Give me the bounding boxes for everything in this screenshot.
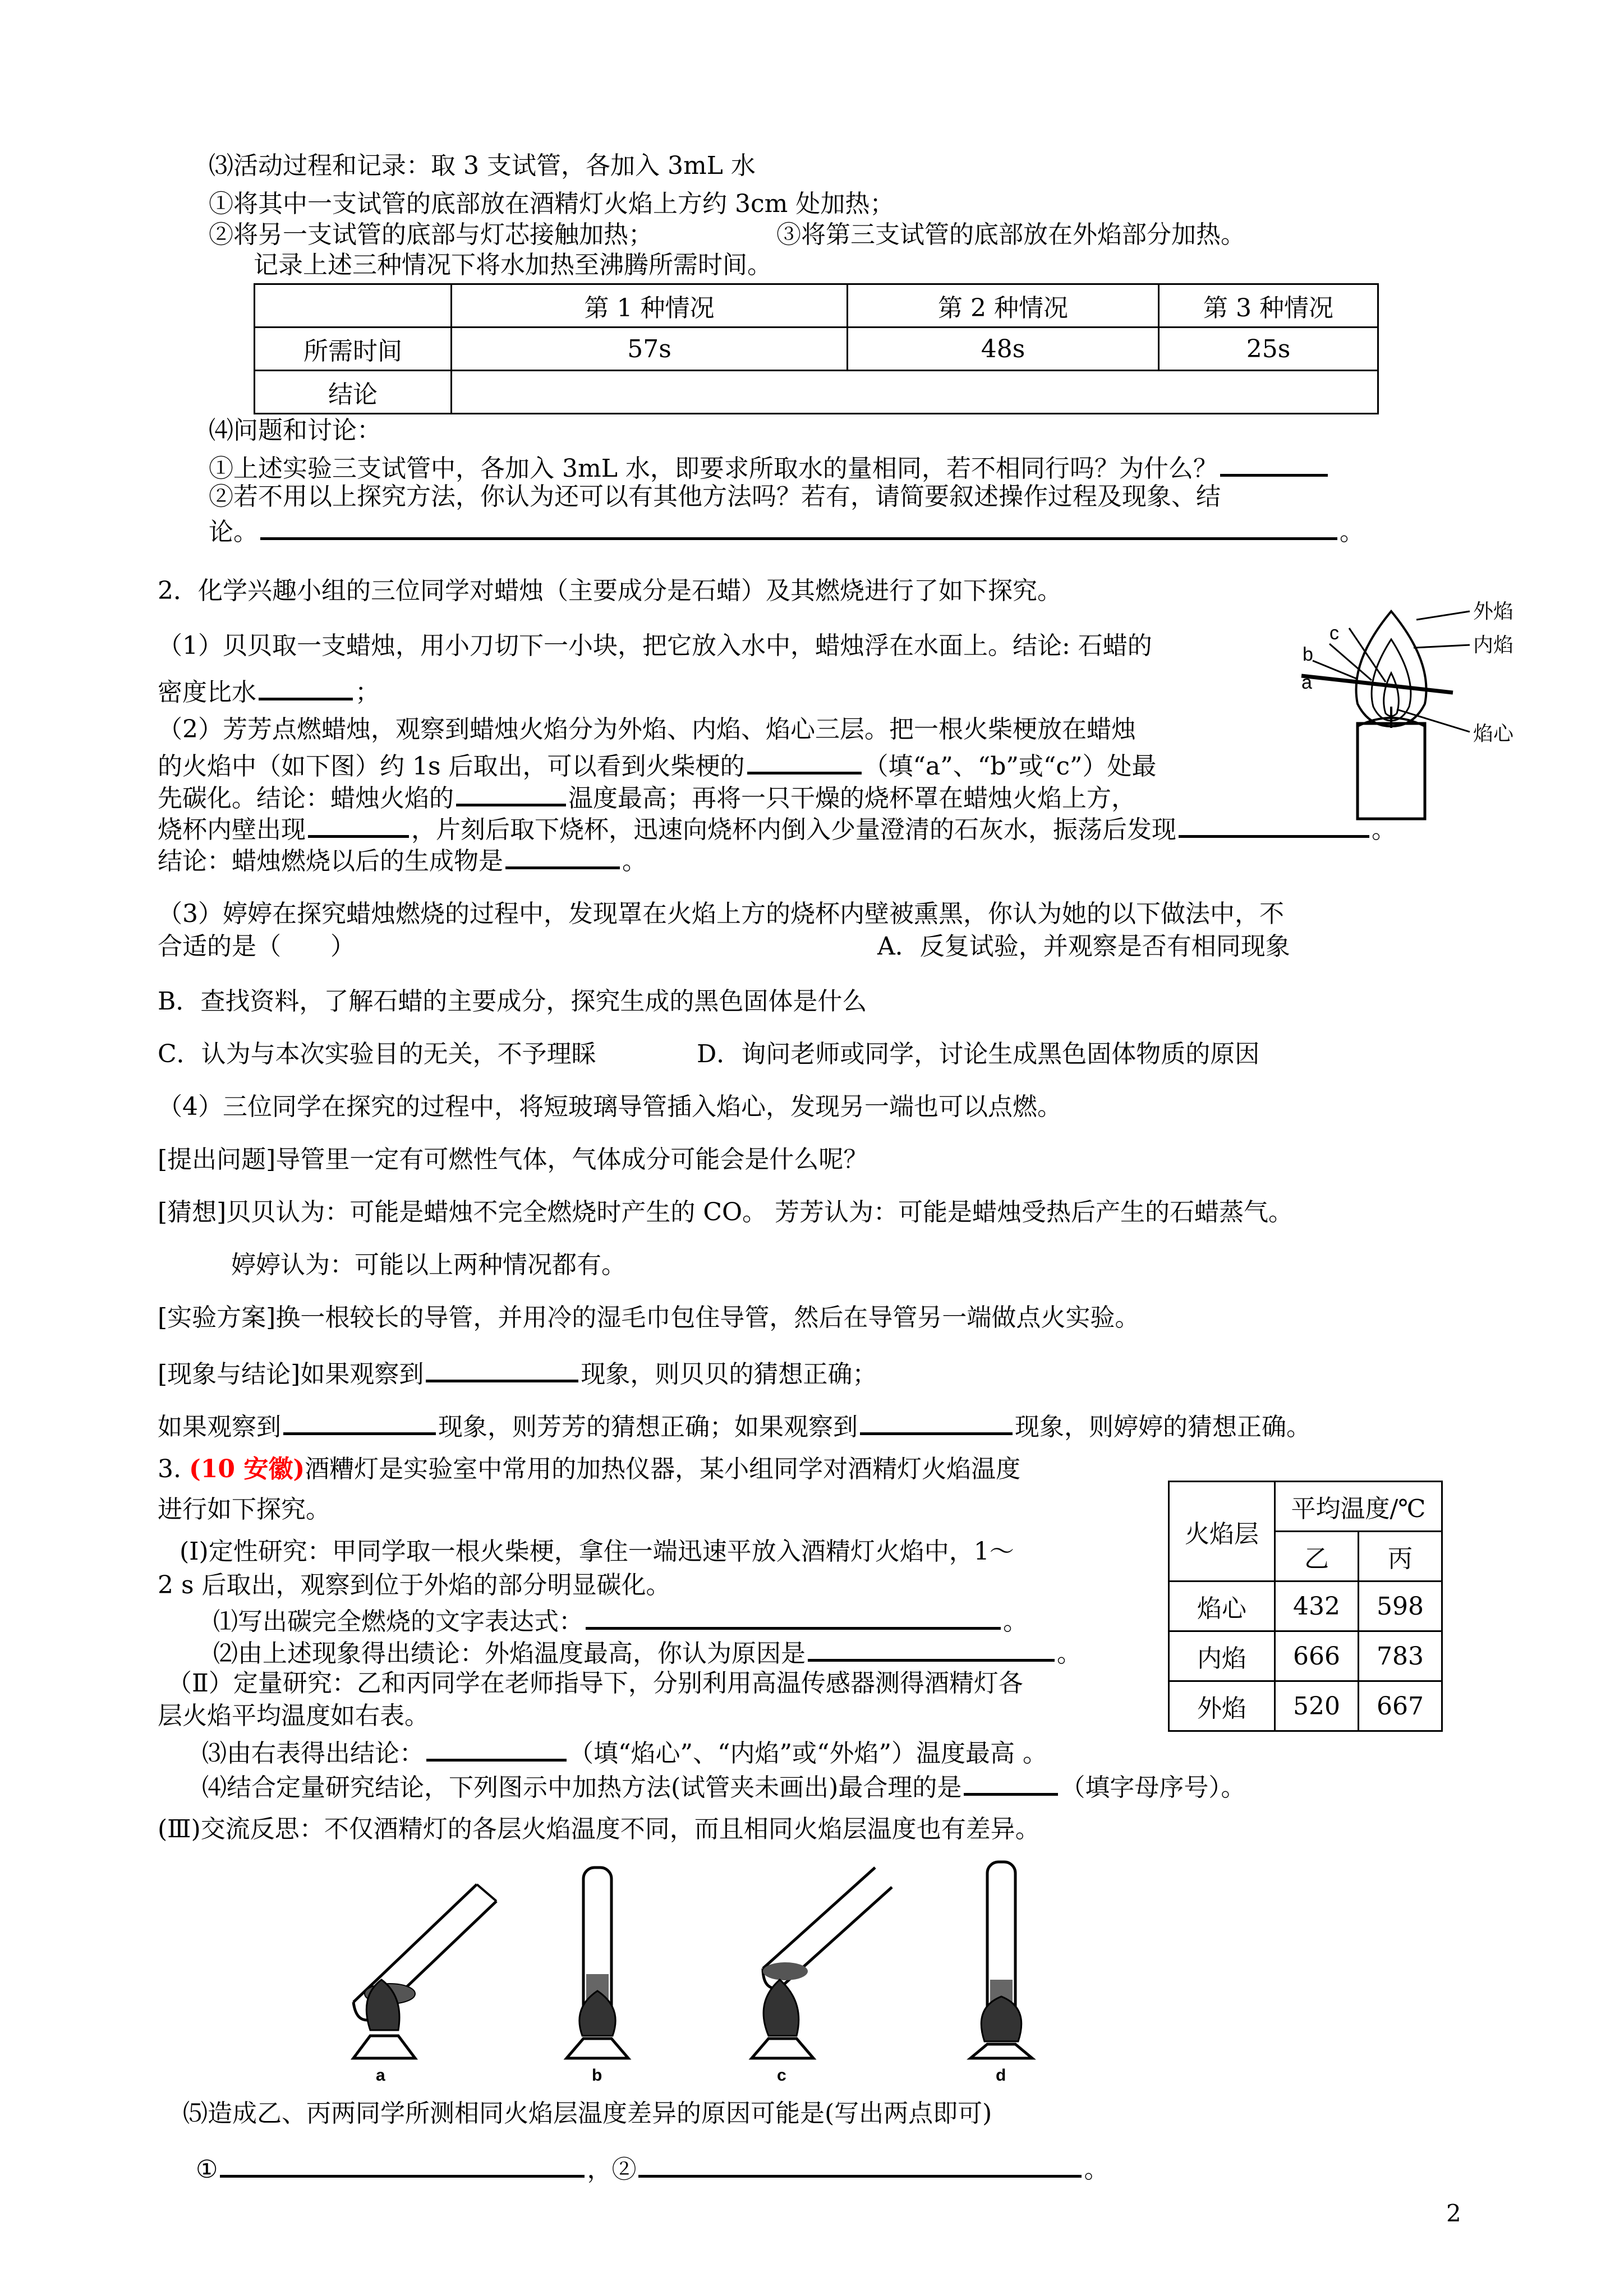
option-b: B．查找资料，了解石蜡的主要成分，探究生成的黑色固体是什么 [158, 987, 867, 1016]
label-b: b [1303, 644, 1313, 665]
header-flame-layer: 火焰层 [1169, 1482, 1275, 1582]
q2-p4: （4）三位同学在探究的过程中，将短玻璃导管插入焰心，发现另一端也可以点燃。 [158, 1092, 1062, 1121]
row-label: 内焰 [1169, 1631, 1275, 1681]
answer-blank[interactable] [505, 844, 620, 869]
q2-p2d: 烧杯内壁出现 ，片刻后取下烧杯，迅速向烧杯内倒入少量澄清的石灰水，振荡后发现 。 [158, 813, 1396, 843]
q3-line-8: 层火焰平均温度如右表。 [158, 1702, 429, 1730]
q2-p2c: 先碳化。结论：蜡烛火焰的 温度最高；再将一只干燥的烧杯罩在蜡烛火焰上方， [158, 781, 1136, 812]
q3-line-7: （Ⅱ）定量研究：乙和丙同学在老师指导下，分别利用高温传感器测得酒精灯各 [167, 1669, 1023, 1698]
option-d: D．询问老师或同学，讨论生成黑色固体物质的原因 [697, 1040, 1260, 1068]
row-label: 外焰 [1169, 1681, 1275, 1731]
label-c: c [777, 2066, 786, 2085]
temp-bing: 667 [1359, 1681, 1442, 1731]
q1-line-3b: ③将第三支试管的底部放在外焰部分加热。 [776, 220, 1245, 249]
table-row [1169, 1582, 1442, 1631]
q3-line-10: ⑷结合定量研究结论，下列图示中加热方法(试管夹未画出)最合理的是 （填字母序号）。 [202, 1771, 1245, 1801]
answer-blank[interactable] [426, 1357, 578, 1382]
q3-line-6: ⑵由上述现象得出绩论：外焰温度最高，你认为原因是 。 [213, 1636, 1082, 1667]
q1-line-6: ①上述实验三支试管中，各加入 3mL 水，即要求所取水的量相同，若不相同行吗？为什么？ [209, 451, 1330, 482]
header-student-bing: 丙 [1359, 1532, 1442, 1582]
label-a: a [376, 2066, 385, 2085]
answer-blank[interactable] [1220, 451, 1328, 477]
label-flame-core: 焰心 [1473, 722, 1514, 745]
answer-blank[interactable] [638, 2152, 1082, 2178]
label-outer-flame: 外焰 [1473, 600, 1514, 623]
answer-blank[interactable] [456, 781, 566, 806]
q3-line-13: ① ，② 。 [196, 2152, 1108, 2183]
table-corner [255, 284, 452, 328]
answer-blank[interactable] [808, 1636, 1055, 1662]
q1-time-table [254, 283, 1379, 414]
q3-line-1: 3. (10 安徽)酒糟灯是实验室中常用的加热仪器，某小组同学对酒精灯火焰温度 [158, 1455, 1021, 1483]
q2-p1a: （1）贝贝取一支蜡烛，用小刀切下一小块，把它放入水中，蜡烛浮在水面上。结论: 石蜡的 [158, 631, 1152, 660]
time-case-1: 57s [452, 328, 848, 371]
q3-line-11: (Ⅲ)交流反思：不仅酒精灯的各层火焰温度不同，而且相同火焰层温度也有差异。 [158, 1815, 1040, 1843]
temp-bing: 783 [1359, 1631, 1442, 1681]
option-a: A．反复试验，并观察是否有相同现象 [877, 932, 1290, 961]
q3-line-5: ⑴写出碳完全燃烧的文字表达式： 。 [213, 1605, 1028, 1635]
method-b [567, 1868, 628, 2085]
q2-title: 2．化学兴趣小组的三位同学对蜡烛（主要成分是石蜡）及其燃烧进行了如下探究。 [158, 577, 1062, 605]
answer-blank[interactable] [860, 1410, 1013, 1435]
q1-line-3a: ②将另一支试管的底部与灯芯接触加热； [209, 220, 653, 249]
label-d: d [996, 2066, 1006, 2085]
q2-p8: [实验方案]换一根较长的导管，并用冷的湿毛巾包住导管，然后在导管另一端做点火实验。 [158, 1303, 1140, 1332]
row-label-time: 所需时间 [255, 328, 452, 371]
temp-yi: 520 [1275, 1681, 1359, 1731]
answer-blank[interactable] [259, 675, 353, 700]
q2-p5: [提出问题]导管里一定有可燃性气体，气体成分可能会是什么呢？ [158, 1145, 868, 1174]
flame-temperature-table [1168, 1481, 1443, 1732]
header-case-3: 第 3 种情况 [1159, 284, 1378, 328]
q3-line-12: ⑸造成乙、丙两同学所测相同火焰层温度差异的原因可能是(写出两点即可) [183, 2099, 992, 2128]
option-c: C．认为与本次实验目的无关，不予理睬 [158, 1040, 596, 1068]
q2-p10: 如果观察到 现象，则芳芳的猜想正确；如果观察到 现象，则婷婷的猜想正确。 [158, 1410, 1311, 1441]
table-row [1169, 1681, 1442, 1731]
candle-flame-figure [1290, 594, 1559, 824]
label-b: b [592, 2066, 602, 2085]
q3-line-2: 进行如下探究。 [158, 1495, 330, 1524]
header-student-yi: 乙 [1275, 1532, 1359, 1582]
method-a [353, 1884, 496, 2085]
q1-line-5: ⑷问题和讨论： [209, 416, 381, 445]
time-case-2: 48s [848, 328, 1159, 371]
answer-blank[interactable] [586, 1605, 1001, 1630]
temp-yi: 432 [1275, 1582, 1359, 1631]
q2-p6: [猜想]贝贝认为：可能是蜡烛不完全燃烧时产生的 CO。 芳芳认为：可能是蜡烛受热后产生的石蜡蒸气。 [158, 1198, 1294, 1227]
heating-methods-figure [337, 1851, 1094, 2086]
q1-line-4: 记录上述三种情况下将水加热至沸腾所需时间。 [254, 251, 772, 279]
q2-p7: 婷婷认为：可能以上两种情况都有。 [231, 1251, 626, 1279]
source-tag: (10 安徽) [188, 1455, 305, 1483]
answer-blank[interactable] [426, 1736, 567, 1762]
label-inner-flame: 内焰 [1473, 634, 1514, 657]
answer-blank[interactable] [283, 1410, 436, 1435]
q3-line-4: 2 s 后取出，观察到位于外焰的部分明显碳化。 [158, 1571, 671, 1599]
q2-p9: [现象与结论]如果观察到 现象，则贝贝的猜想正确； [158, 1357, 877, 1388]
header-case-1: 第 1 种情况 [452, 284, 848, 328]
answer-blank[interactable] [308, 813, 409, 838]
q1-line-2: ①将其中一支试管的底部放在酒精灯火焰上方约 3cm 处加热； [209, 190, 895, 218]
table-row [1169, 1631, 1442, 1681]
q3-line-9: ⑶由右表得出结论： （填“焰心”、“内焰”或“外焰”）温度最高 。 [202, 1736, 1047, 1767]
label-c: c [1329, 623, 1339, 644]
label-a: a [1301, 672, 1312, 693]
temp-yi: 666 [1275, 1631, 1359, 1681]
answer-blank[interactable] [220, 2152, 585, 2178]
header-avg-temp: 平均温度/℃ [1275, 1482, 1442, 1532]
row-label-conclusion: 结论 [255, 371, 452, 414]
answer-blank[interactable] [964, 1771, 1058, 1796]
conclusion-cell[interactable] [452, 371, 1378, 414]
header-case-2: 第 2 种情况 [848, 284, 1159, 328]
q1-line-7: ②若不用以上探究方法，你认为还可以有其他方法吗？若有，请简要叙述操作过程及现象、结 [209, 482, 1221, 511]
q2-p2a: （2）芳芳点燃蜡烛，观察到蜡烛火焰分为外焰、内焰、焰心三层。把一根火柴梗放在蜡烛 [158, 715, 1136, 744]
row-label: 焰心 [1169, 1582, 1275, 1631]
q1-line-1: ⑶活动过程和记录：取 3 支试管，各加入 3mL 水 [209, 151, 756, 180]
q2-p1b: 密度比水 ； [158, 675, 380, 706]
q2-p2b: 的火焰中（如下图）约 1s 后取出，可以看到火柴梗的 （填“a”、“b”或“c”）处最 [158, 749, 1157, 780]
q1-line-8: 论。 。 [209, 515, 1364, 546]
q3-line-3: (Ⅰ)定性研究：甲同学取一根火柴梗，拿住一端迅速平放入酒精灯火焰中，1～ [180, 1537, 1014, 1566]
page-number: 2 [1446, 2200, 1461, 2227]
q2-p3b: 合适的是（ ） [158, 932, 355, 961]
answer-blank[interactable] [260, 515, 1337, 540]
time-case-3: 25s [1159, 328, 1378, 371]
temp-bing: 598 [1359, 1582, 1442, 1631]
method-d [970, 1862, 1032, 2085]
q2-p3a: （3）婷婷在探究蜡烛燃烧的过程中，发现罩在火焰上方的烧杯内壁被熏黑，你认为她的以下做法中，不 [158, 900, 1284, 928]
method-c [752, 1868, 892, 2085]
q2-p2e: 结论：蜡烛燃烧以后的生成物是 。 [158, 844, 647, 875]
answer-blank[interactable] [747, 749, 862, 774]
